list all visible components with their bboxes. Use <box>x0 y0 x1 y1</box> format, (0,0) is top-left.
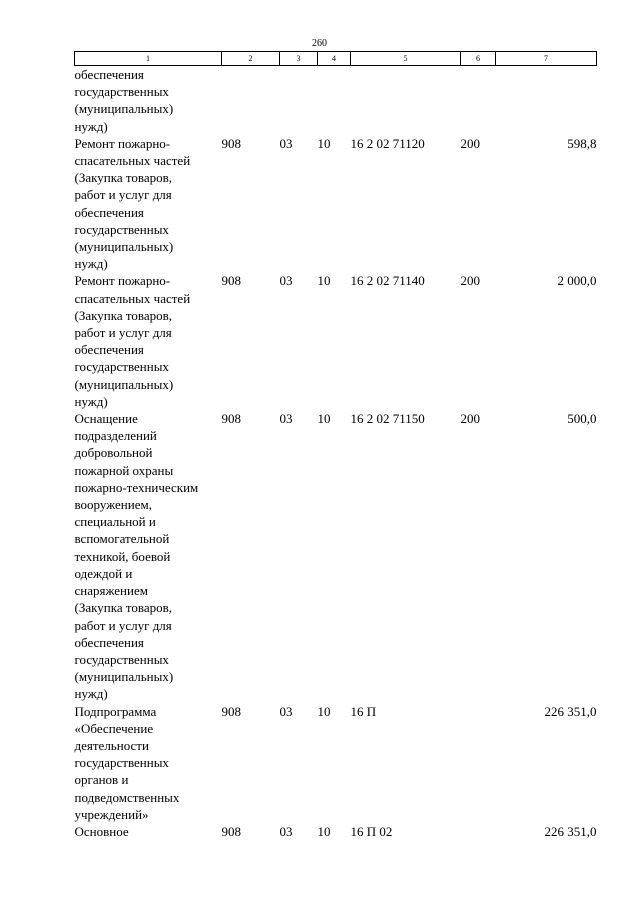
table-row <box>75 703 597 823</box>
target-article-code: 16 2 02 71140 <box>350 273 425 289</box>
ministry-code: 908 <box>221 703 241 719</box>
expense-type-code <box>461 66 496 135</box>
item-name: обеспечения государственных (муниципальных) нужд) <box>74 67 174 134</box>
expense-type-code: 200 <box>460 135 480 151</box>
expense-type-code: 200 <box>460 273 480 289</box>
header-col-4: 4 <box>318 52 351 66</box>
table-header <box>75 52 597 66</box>
amount: 226 351,0 <box>544 823 597 839</box>
item-name: Подпрограмма «Обеспечение деятельности государственных органов и подведомственных учреждений» <box>74 703 180 822</box>
table-row <box>75 410 597 702</box>
table-row <box>75 823 597 840</box>
expense-type-code <box>461 823 496 840</box>
ministry-code: 908 <box>221 823 241 839</box>
ministry-code: 908 <box>221 135 241 151</box>
subsection-code: 10 <box>317 273 331 289</box>
header-col-1: 1 <box>75 52 222 66</box>
table-row <box>75 66 597 135</box>
target-article-code: 16 П <box>350 703 377 719</box>
target-article-code: 16 2 02 71120 <box>350 135 425 151</box>
table-row <box>75 135 597 273</box>
amount: 226 351,0 <box>544 703 597 719</box>
ministry-code: 908 <box>221 411 241 427</box>
subsection-code: 10 <box>317 411 331 427</box>
item-name: Ремонт пожарно- спасательных частей (Закупка товаров, работ и услуг для обеспечения государственных (муниципальных) нужд) <box>74 273 191 409</box>
header-row <box>75 52 597 66</box>
target-article-code <box>351 66 461 135</box>
ministry-code: 908 <box>221 273 241 289</box>
amount: 2 000,0 <box>557 273 597 289</box>
expense-type-code <box>461 703 496 823</box>
header-col-7: 7 <box>496 52 597 66</box>
amount: 598,8 <box>567 135 597 151</box>
section-code: 03 <box>279 703 293 719</box>
budget-table <box>74 51 597 840</box>
page-number: 260 <box>312 38 327 49</box>
header-col-6: 6 <box>461 52 496 66</box>
section-code: 03 <box>279 273 293 289</box>
header-col-5: 5 <box>351 52 461 66</box>
table-body <box>75 66 597 841</box>
target-article-code: 16 2 02 71150 <box>350 411 425 427</box>
subsection-code <box>318 66 351 135</box>
target-article-code: 16 П 02 <box>350 823 393 839</box>
amount: 500,0 <box>567 411 597 427</box>
amount <box>496 66 597 135</box>
section-code: 03 <box>279 823 293 839</box>
subsection-code: 10 <box>317 703 331 719</box>
item-name: Ремонт пожарно- спасательных частей (Закупка товаров, работ и услуг для обеспечения государственных (муниципальных) нужд) <box>74 135 191 272</box>
item-name: Основное <box>74 823 129 839</box>
section-code: 03 <box>279 411 293 427</box>
ministry-code <box>222 66 280 135</box>
header-col-2: 2 <box>222 52 280 66</box>
section-code <box>280 66 318 135</box>
table-row <box>75 272 597 410</box>
section-code: 03 <box>279 135 293 151</box>
item-name: Оснащение подразделений добровольной пожарной охраны пожарно-техническим вооружением, специальной и вспомогательной техникой, боевой одеждой и снаряжением (Закупка товаров, работ и услуг для обеспечения государственных (муниципальных) нужд) <box>74 411 199 702</box>
subsection-code: 10 <box>317 823 331 839</box>
subsection-code: 10 <box>317 135 331 151</box>
header-col-3: 3 <box>280 52 318 66</box>
expense-type-code: 200 <box>460 411 480 427</box>
